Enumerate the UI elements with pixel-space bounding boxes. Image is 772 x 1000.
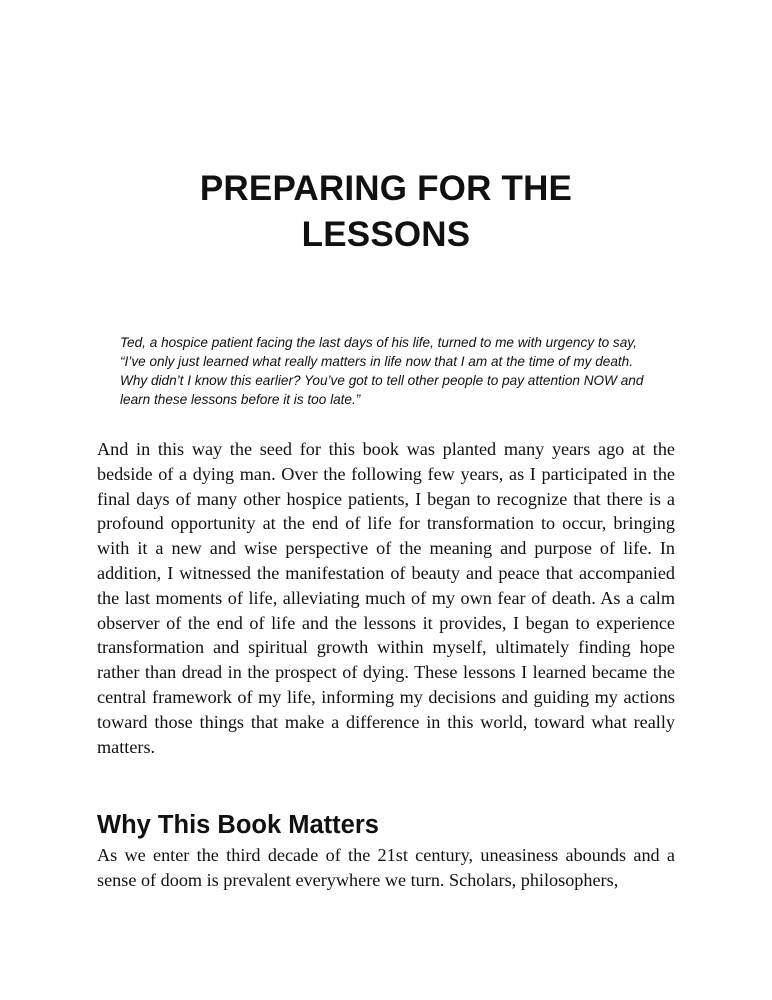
section-paragraph-1: As we enter the third decade of the 21st century, uneasiness abounds and a sense of doom is prevalent everywhere we turn. Scholars, philosophers,	[97, 845, 675, 890]
epigraph-quote: Ted, a hospice patient facing the last days of his life, turned to me with urgency to say, “I’ve only just learned what really matters in life now that I am at the time of my death. Why didn’t I know this earlier? You’ve got to tell other people to pay attention NOW and learn these lessons before it is too late.”	[120, 335, 644, 407]
chapter-title	[96, 166, 676, 258]
chapter-title-line-2: LESSONS	[301, 215, 471, 254]
chapter-title-line-1: PREPARING FOR THE	[199, 169, 573, 208]
section-heading: Why This Book Matters	[97, 811, 379, 839]
body-paragraph-1: And in this way the seed for this book was planted many years ago at the bedside of a dying man. Over the following few years, as I participated in the final days of many other hospice patients, I began to recognize that there is a profound opportunity at the end of life for transformation to occur, bringing with it a new and wise perspective of the meaning and purpose of life. In addition, I witnessed the manifestation of beauty and peace that accompanied the last moments of life, alleviating much of my own fear of death. As a calm observer of the end of life and the lessons it provides, I began to experience transformation and spiritual growth within myself, ultimately finding hope rather than dread in the prospect of dying. These lessons I learned became the central framework of my life, informing my decisions and guiding my actions toward those things that make a difference in this world, toward what really matters.	[97, 439, 675, 757]
